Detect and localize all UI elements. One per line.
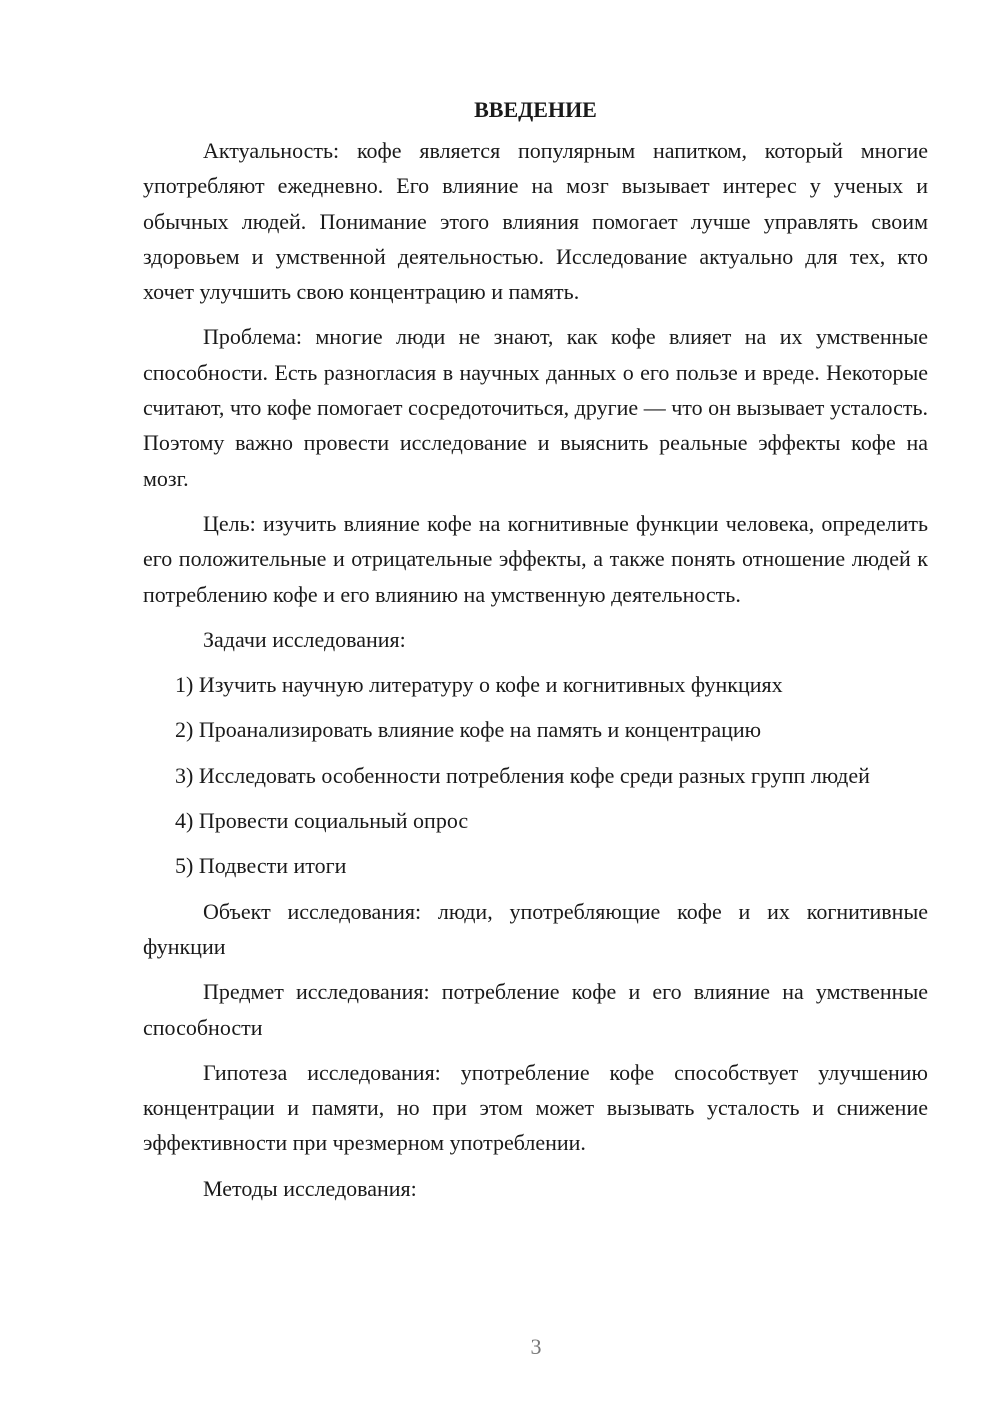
section-heading: ВВЕДЕНИЕ — [474, 97, 597, 122]
goal-paragraph: Цель: изучить влияние кофе на когнитивные функции человека, определить его положительные и отрицательные эффекты, а также понять отношение людей к потреблению кофе и его влиянию на умственную деятельность. — [143, 510, 928, 607]
relevance-paragraph: Актуальность: кофе является популярным напитком, который многие употребляют ежедневно. Его влияние на мозг вызывает интерес у ученых и обычных людей. Понимание этого влияния помогает лучше управлять своим здоровьем и умственной деятельностью. Исследование актуально для тех, кто хочет улучшить свою концентрацию и память. — [143, 138, 928, 305]
page-number: 3 — [530, 1334, 542, 1359]
hypothesis-paragraph: Гипотеза исследования: употребление кофе способствует улучшению концентрации и памяти, но при этом может вызывать усталость и снижение эффективности при чрезмерном употреблении. — [143, 1059, 928, 1156]
subject-paragraph: Предмет исследования: потребление кофе и его влияние на умственные способности — [143, 979, 928, 1040]
object-paragraph: Объект исследования: люди, употребляющие кофе и их когнитивные функции — [143, 898, 928, 959]
task-item-5: 5) Подвести итоги — [175, 853, 347, 879]
task-item-2: 2) Проанализировать влияние кофе на память и концентрацию — [175, 717, 762, 743]
task-item-4: 4) Провести социальный опрос — [175, 808, 469, 834]
page-content — [143, 95, 928, 1216]
problem-paragraph: Проблема: многие люди не знают, как кофе влияет на их умственные способности. Есть разногласия в научных данных о его пользе и вреде. Некоторые считают, что кофе помогает сосредоточиться, другие — что он вызывает усталость. Поэтому важно провести исследование и выяснить реальные эффекты кофе на мозг. — [143, 324, 928, 491]
tasks-heading: Задачи исследования: — [203, 626, 406, 652]
task-item-1: 1) Изучить научную литературу о кофе и когнитивных функциях — [175, 672, 783, 698]
methods-paragraph: Методы исследования: — [203, 1175, 417, 1201]
task-item-3: 3) Исследовать особенности потребления кофе среди разных групп людей — [175, 762, 870, 788]
